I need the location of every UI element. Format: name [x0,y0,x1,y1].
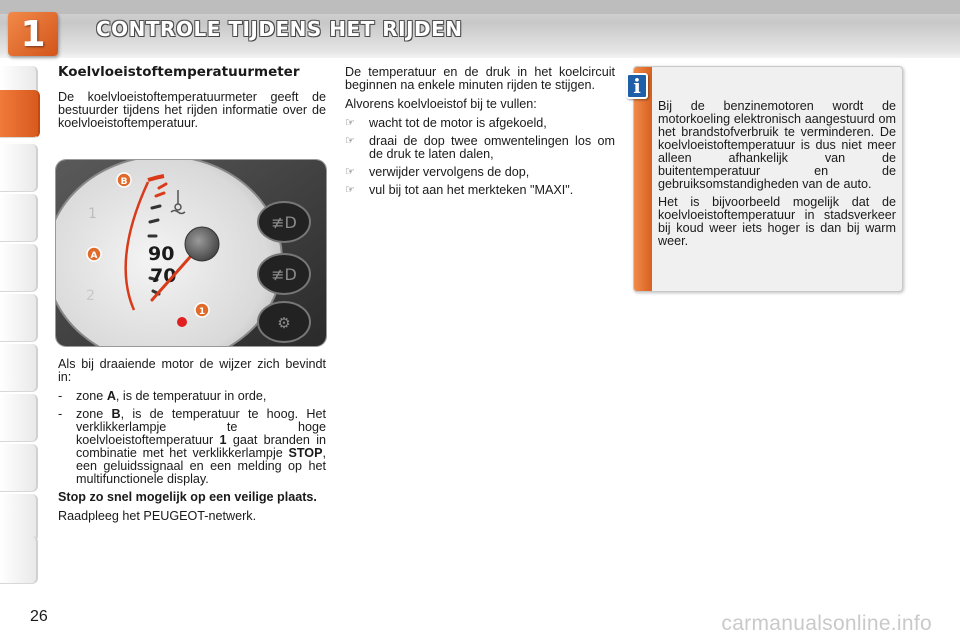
page-title: CONTROLE TIJDENS HET RIJDEN [96,17,463,41]
chapter-tab[interactable] [0,536,38,584]
zone-b-lamp-ref: 1 [219,433,227,447]
intro-paragraph: De koelvloeistoftemperatuurmeter geeft de bestuurder tijdens het rijden informatie over de koelvloeistoftemperatuur. [58,90,326,130]
zone-b-letter: B [111,407,121,421]
pointing-hand-icon: ☞ [345,135,355,147]
refill-step-text: vul bij tot aan het merkteken "MAXI". [369,183,574,197]
info-box [633,66,903,292]
watermark: carmanualsonline.info [721,612,932,635]
zone-b-text-1: , is de temperatuur te hoog. Het verklikkerlampje te hoge koelvloeistoftemperatuur [76,407,326,447]
svg-text:≢D: ≢D [271,213,297,232]
chapter-tab[interactable] [0,194,38,242]
pressure-paragraph: De temperatuur en de druk in het koelcircuit beginnen na enkele minuten rijden te stijgen. [345,65,615,92]
zone-b-item [58,408,326,486]
info-icon: i [626,73,648,99]
chapter-tab[interactable] [0,444,38,492]
page-header [0,0,960,58]
temperature-gauge-illustration [56,160,326,346]
network-advice: Raadpleeg het PEUGEOT-netwerk. [58,509,257,523]
refill-step-text: draai de dop twee omwentelingen los om de druk te laten dalen, [369,134,615,161]
refill-lead: Alvorens koelvloeistof bij te vullen: [345,97,537,111]
callout-b: B [120,177,128,187]
chapter-tab[interactable] [0,394,38,442]
tick-label-90: 90 [148,243,175,265]
chapter-number: 1 [20,14,46,55]
tick-label-70: 70 [150,265,177,287]
middle-column [345,66,615,202]
pointing-hand-icon: ☞ [345,166,355,178]
zone-a-letter: A [106,389,116,403]
left-column-bottom [58,358,326,529]
svg-text:⚙: ⚙ [277,314,291,332]
left-column-top [58,66,326,136]
chapter-tab[interactable] [0,344,38,392]
chapter-tab[interactable] [0,494,38,542]
refill-step-text: verwijder vervolgens de dop, [369,165,530,179]
dash: - [58,389,63,403]
gauge-hub [185,227,219,261]
chapter-tab[interactable] [0,244,38,292]
refill-step [345,166,615,179]
zone-b-text-2: gaat branden in combinatie met het verklikkerlampje [76,433,326,460]
info-text [658,100,896,253]
chapter-tab[interactable] [0,294,38,342]
safety-warning: Stop zo snel mogelijk op een veilige plaats. [58,490,317,504]
svg-text:2: 2 [86,288,95,304]
callout-a: A [90,251,98,261]
refill-step [345,135,615,161]
dash: - [58,407,63,421]
pointing-hand-icon: ☞ [345,184,355,196]
zone-a-post: , is de temperatuur in orde, [115,389,267,403]
info-accent-strip [634,67,652,291]
chapter-tab[interactable] [0,144,38,192]
svg-text:≢D: ≢D [271,265,297,284]
page-number: 26 [30,608,48,625]
zone-b-pre: zone [76,407,112,421]
chapter-badge [8,12,58,56]
header-stripe [0,0,960,14]
chapter-tab-active[interactable] [0,90,40,138]
info-paragraph-2: Het is bijvoorbeeld mogelijk dat de koelvloeistoftemperatuur in stadsverkeer bij koud weer iets hoger is dan bij warm weer. [658,195,896,248]
section-heading: Koelvloeistoftemperatuurmeter [58,64,300,80]
refill-step [345,184,615,197]
zone-a-pre: zone [76,389,107,403]
chapter-tab-rail [0,66,42,576]
info-paragraph-1: Bij de benzinemotoren wordt de motorkoeling elektronisch aangestuurd om het brandstofverbruik te verminderen. De koelvloeistoftemperatuur is dus niet meer alleen afhankelijk van de buitentemperatuur en de gebruiksomstandigheden van de auto. [658,99,896,191]
refill-step-text: wacht tot de motor is afgekoeld, [369,116,547,130]
warning-lamp [177,317,187,327]
indicator-lamps-column [258,202,310,342]
zone-b-post: , een geluidssignaal en een melding op het multifunctionele display. [76,446,326,486]
refill-step [345,117,615,130]
zone-a-item [58,390,326,403]
needle-lead: Als bij draaiende motor de wijzer zich bevindt in: [58,357,326,384]
zone-b-stop: STOP [288,446,323,460]
svg-text:1: 1 [88,206,97,222]
pointing-hand-icon: ☞ [345,117,355,129]
callout-1: 1 [198,307,206,317]
